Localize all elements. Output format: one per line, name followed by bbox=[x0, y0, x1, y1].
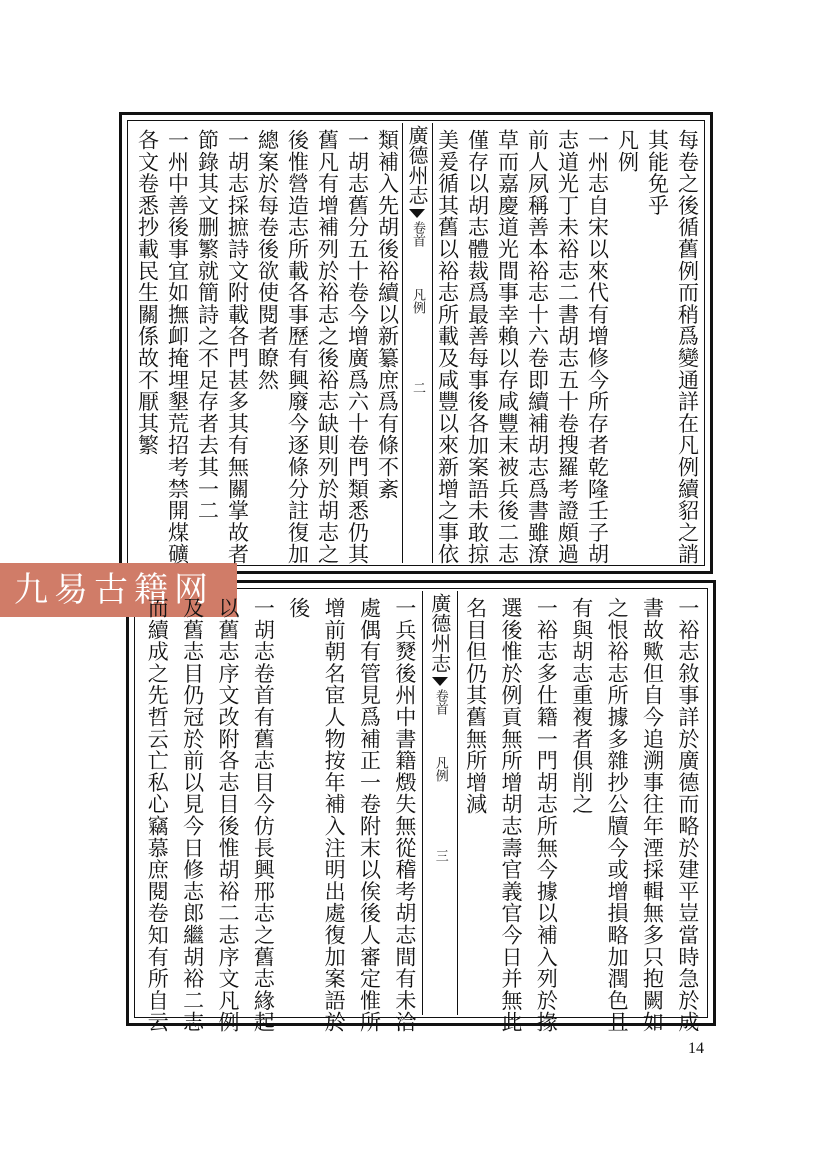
text-column: 一州志自宋以來代有增修今所存者乾隆壬子胡 bbox=[585, 129, 610, 565]
text-column: 一胡志舊分五十卷今增廣爲六十卷門類悉仍其 bbox=[345, 129, 370, 565]
text-column: 而續成之先哲云亡私心竊慕庶閱卷知有所自云 bbox=[145, 597, 170, 1033]
text-column: 名目但仍其舊無所增減 bbox=[463, 597, 488, 815]
banner-page-number: 二 bbox=[410, 381, 425, 394]
text-column: 一胡志卷首有舊志目今仿長興邢志之舊志緣起 bbox=[251, 597, 276, 1033]
fish-tail-mark bbox=[409, 209, 425, 218]
banner-section: 凡例 bbox=[410, 288, 425, 314]
banner-page-number: 三 bbox=[432, 849, 448, 862]
text-column: 選後惟於例貢無所增胡志壽官義官今日并無此 bbox=[498, 597, 523, 1033]
text-column: 其能免乎 bbox=[645, 129, 670, 217]
text-column: 類補入先胡後裕續以新纂庶爲有條不紊 bbox=[375, 129, 400, 500]
text-column: 凡例 bbox=[615, 129, 640, 173]
banner-section: 凡例 bbox=[432, 756, 448, 782]
text-column: 舊凡有增補列於裕志之後裕志缺則列於胡志之 bbox=[315, 129, 340, 565]
banner-title: 廣德州志 bbox=[427, 593, 452, 673]
text-column: 一兵燹後州中書籍燬失無從稽考胡志間有未洽 bbox=[392, 597, 417, 1033]
text-column: 增前朝名宦人物按年補入注明出處復加案語於 bbox=[322, 597, 347, 1033]
text-column: 前人夙稱善本裕志十六卷即續補胡志爲書雖潦 bbox=[525, 129, 550, 565]
banner-volume: 卷首 bbox=[432, 689, 448, 715]
watermark: 九易古籍网 bbox=[0, 563, 237, 617]
text-column: 草而嘉慶道光間事幸賴以存咸豐末被兵後二志 bbox=[495, 129, 520, 565]
banner-volume: 卷首 bbox=[410, 221, 425, 247]
column-rule bbox=[422, 591, 423, 1015]
text-column: 之恨裕志所據多雜抄公牘今或增損略加潤色且 bbox=[605, 597, 630, 1033]
column-rule bbox=[432, 123, 433, 563]
text-column: 每卷之後循舊例而稍爲變通詳在凡例續貂之誚 bbox=[675, 129, 700, 565]
page-number: 14 bbox=[688, 1040, 704, 1057]
text-column: 一裕志敘事詳於廣德而略於建平豈當時急於成 bbox=[675, 597, 700, 1033]
column-rule bbox=[457, 591, 458, 1015]
text-column: 各文卷悉抄載民生關係故不厭其繁 bbox=[135, 129, 160, 456]
text-column: 志道光丁未裕志二書胡志五十卷搜羅考證頗過 bbox=[555, 129, 580, 565]
text-column: 僅存以胡志體裁爲最善每事後各加案語未敢掠 bbox=[465, 129, 490, 565]
text-column: 一州中善後事宜如撫卹掩埋墾荒招考禁開煤礦 bbox=[165, 129, 190, 565]
text-column: 節錄其文删繁就簡詩之不足存者去其一二 bbox=[195, 129, 220, 522]
text-column: 後 bbox=[286, 597, 311, 619]
text-column: 有與胡志重複者俱削之 bbox=[569, 597, 594, 815]
text-column: 美爰循其舊以裕志所載及咸豐以來新增之事依 bbox=[435, 129, 460, 565]
text-column: 一裕志多仕籍一門胡志所無今據以補入列於掾 bbox=[534, 597, 559, 1033]
column-rule bbox=[402, 123, 403, 563]
text-column: 一胡志採摭詩文附載各門甚多其有無關掌故者 bbox=[225, 129, 250, 565]
fish-tail-mark bbox=[432, 677, 448, 686]
banner-title: 廣德州志 bbox=[405, 125, 429, 205]
text-column: 後惟營造志所載各事歷有興廢今逐條分註復加 bbox=[285, 129, 310, 565]
text-column: 及舊志目仍冠於前以見今日修志郎繼胡裕二志 bbox=[180, 597, 205, 1033]
text-column: 書故歟但自今追溯事往年湮採輯無多只抱闕如 bbox=[640, 597, 665, 1033]
text-column: 處偶有管見爲補正一卷附末以俟後人審定惟所 bbox=[357, 597, 382, 1033]
text-column: 總案於每卷後欲使閱者瞭然 bbox=[255, 129, 280, 391]
text-column: 以舊志序文改附各志目後惟胡裕二志序文凡例 bbox=[215, 597, 240, 1033]
